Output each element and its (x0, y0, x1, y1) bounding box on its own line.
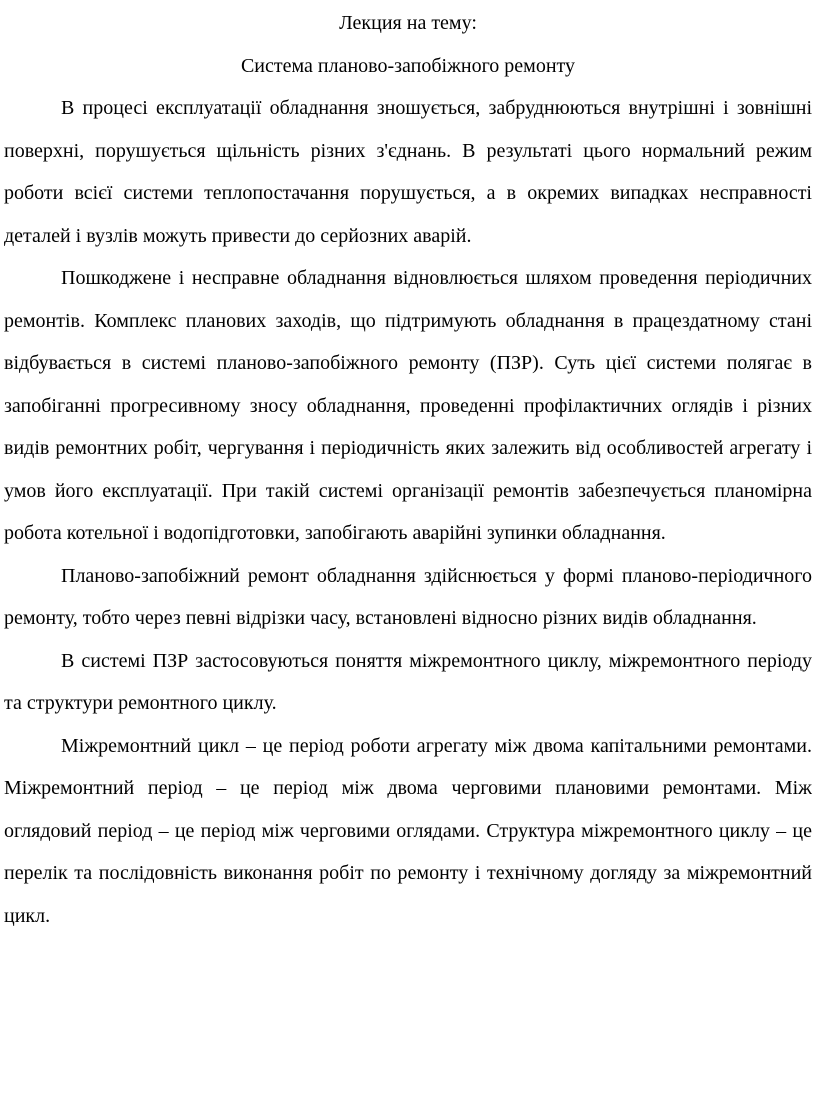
lecture-topic-title: Система планово-запобіжного ремонту (240, 54, 576, 77)
paragraph-repair-cycle-definitions: Міжремонтний цикл – це період роботи агрегату між двома капітальними ремонтами. Міжремонтний період – це період між двома черговими плановими ремонтами. Між оглядовий період – це період між черговими оглядами. Структура міжремонтного циклу – це перелік та послідовність виконання робіт по ремонту і технічному догляду за міжремонтний цикл. (4, 734, 812, 927)
paragraph-planned-repair-form: Планово-запобіжний ремонт обладнання здійснюється у формі планово-періодичного ремонту, тобто через певні відрізки часу, встановлені відносно різних видів обладнання. (4, 564, 812, 629)
paragraph-equipment-wear: В процесі експлуатації обладнання зношується, забруднюються внутрішні і зовнішні поверхні, порушується щільність різних з'єднань. В результаті цього нормальний режим роботи всієї системи теплопостачання порушується, а в окремих випадках несправності деталей і вузлів можуть привести до серйозних аварій. (4, 97, 812, 247)
paragraph-pzr-concepts: В системі ПЗР застосовуються поняття міжремонтного циклу, міжремонтного періоду та структури ремонтного циклу. (4, 649, 812, 714)
lecture-heading: Лекция на тему: (339, 12, 477, 34)
paragraph-periodic-repairs: Пошкоджене і несправне обладнання відновлюється шляхом проведення періодичних ремонтів. Комплекс планових заходів, що підтримують обладнання в працездатному стані відбувається в системі планово-запобіжного ремонту (ПЗР). Суть цієї системи полягає в запобіганні прогресивному зносу обладнання, проведенні профілактичних оглядів і різних видів ремонтних робіт, чергування і періодичність яких залежить від особливостей агрегату і умов його експлуатації. При такій системі організації ремонтів забезпечується планомірна робота котельної і водопідготовки, запобігають аварійні зупинки обладнання. (4, 267, 812, 544)
